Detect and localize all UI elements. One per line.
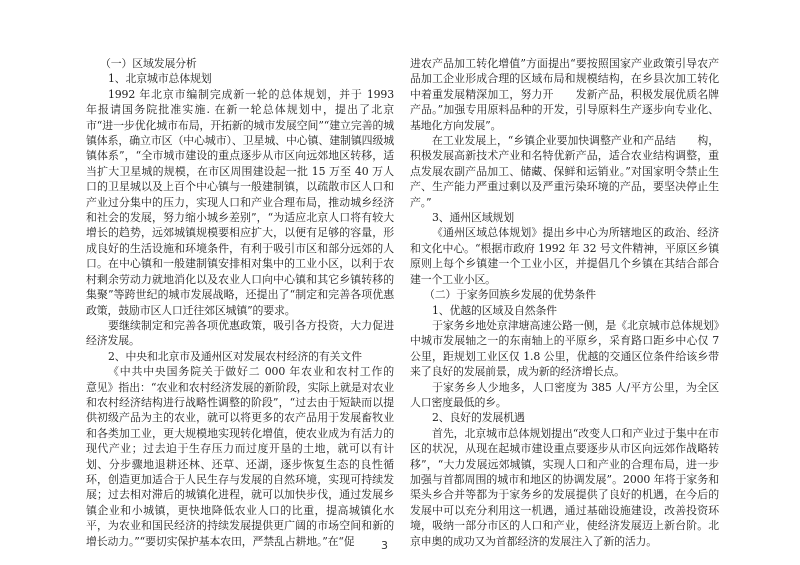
section-heading: 1、北京城市总体规划 bbox=[108, 72, 212, 86]
section-heading: 2、良好的发展机遇 bbox=[432, 411, 525, 425]
paragraph: 于家务乡人少地多，人口密度为 385 人/平方公里，为全区人口密度最低的乡。 bbox=[410, 380, 719, 409]
paragraph: 于家务乡地处京津塘高速公路一侧，是《北京城市总体规划》中城市发展轴之一的东南轴上的平原乡，采育路口距乡中心仅 7 公里，距规划工业区仅 1.8 公里，优越的交通区位条件给该乡带来了良好的发展前景，成为新的经济增长点。 bbox=[410, 318, 719, 379]
section-heading: 3、通州区域规划 bbox=[432, 211, 514, 225]
paragraph: 要继续制定和完善各项优惠政策，吸引各方投资，大力促进经济发展。 bbox=[86, 318, 394, 348]
right-column bbox=[410, 56, 719, 549]
page-number: 3 bbox=[381, 539, 388, 552]
section-heading: （二）于家务回族乡发展的优势条件 bbox=[424, 288, 596, 302]
section-heading: 1、优越的区域及自然条件 bbox=[432, 303, 557, 317]
section-heading: 2、中央和北京市及通州区对发展农村经济的有关文件 bbox=[108, 349, 362, 363]
paragraph: 进农产品加工转化增值”方面提出“要按照国家产业政策引导农产品加工企业形成合理的区域布局和规模结构，在乡县次加工转化中着重发展精深加工，努力开 发新产品，积极发展优质名牌产品。”加强专用原料品种的开发，引导原料生产逐步向专业化、基地化方向发展”。 bbox=[410, 57, 719, 132]
paragraph: 《通州区域总体规划》提出乡中心为所辖地区的政治、经济和文化中心。“根据市政府 1992 年 32 号文件精神，平原区乡镇原则上每个乡镇建一个工业小区，并提倡几个乡镇在其结合部合建一个工业小区。 bbox=[410, 226, 719, 286]
paragraph: 在工业发展上，“乡镇企业要加快调整产业和产品结 构，积极发展高新技术产业和名特优新产品，适合农业结构调整，重点发展农副产品加工、储藏、保鲜和运销业。”对国家明令禁止生产、生产能力严重过剩以及严重污染环境的产品，要坚决停止生产。” bbox=[410, 134, 719, 209]
paragraph: 《中共中央国务院关于做好二 000 年农业和农村工作的 意见》指出：“农业和农村经济发展的新阶段，实际上就是对农业和农村经济结构进行战略性调整的阶段”，“过去由于短缺而以提供初级产品为主的农业，就可以将更多的农产品用于发展畜牧业和各类加工业，更大规模地实现转化增值，使农业成为有活力的现代产业；过去迫于生存压力而过度开垦的土地，就可以有计划、分步骤地退耕还林、还草、还湖，逐步恢复生态的良性循环，创造更加适合于人民生存与发展的自然环境，实现可持续发展；过去相对滞后的城镇化进程，就可以加快步伐，通过发展乡镇企业和小城镇，更快地降低农业人口的比重，提高城镇化水平，为农业和国民经济的持续发展提供更广阔的市场空间和新的增长动力。”“要切实保护基本农田，严禁乱占耕地。”在“促 bbox=[86, 365, 416, 548]
left-column bbox=[86, 56, 416, 549]
paragraph: 首先，北京城市总体规划提出“改变人口和产业过于集中在市区的状况，从现在起城市建设重点要逐步从市区向远郊作战略转移”，“大力发展远郊城镇，实现人口和产业的合理布局，进一步加强与首都周围的城市和地区的协调发展”。2000 年将于家务和渠头乡合并等都为于家务乡的发展提供了良好的机遇，在今后的发展中可以充分利用这一机遇，通过基础设施建设，改善投资环境，吸纳一部分市区的人口和产业，使经济发展迈上新台阶。北京申奥的成功又为首都经济的发展注入了新的活力。 bbox=[410, 426, 719, 548]
section-heading: （一）区域发展分析 bbox=[100, 57, 197, 70]
paragraph: 1992 年北京市编制完成新一轮的总体规划，并于 1993 年报请国务院批准实施. 在新一轮总体规划中，提出了北京 市“进一步优化城市布局，开拓新的城市发展空间”“建立完善的城镇体系，确立市区（中心城市）、卫星城、中心镇、建制镇四级城镇体系”，“全市城市建设的重点逐步从市区向远郊地区转移，适当扩大卫星城的规模，在市区周围建设起一批 15 万至 40 万人口的卫星城以及上百个中心镇与一般建制镇，以疏散市区人口和产业过分集中的压力，实现人口和产业合理布局，推动城乡经济和社会的发展，努力缩小城乡差别”，“为适应北京人口将有较大增长的趋势，远郊城镇规模要相应扩大，以便有足够的容量，形成良好的生活设施和环境条件，有利于吸引市区和部分远郊的人口。在中心镇和一般建制镇安排相对集中的工业小区，以利于农村剩余劳动力就地消化以及农业人口向中心镇和其它乡镇转移的集聚”等跨世纪的城市发展战略，还提出了“制定和完善各项优惠政策，鼓励市区人口迁往郊区城镇”的要求。 bbox=[86, 87, 416, 317]
